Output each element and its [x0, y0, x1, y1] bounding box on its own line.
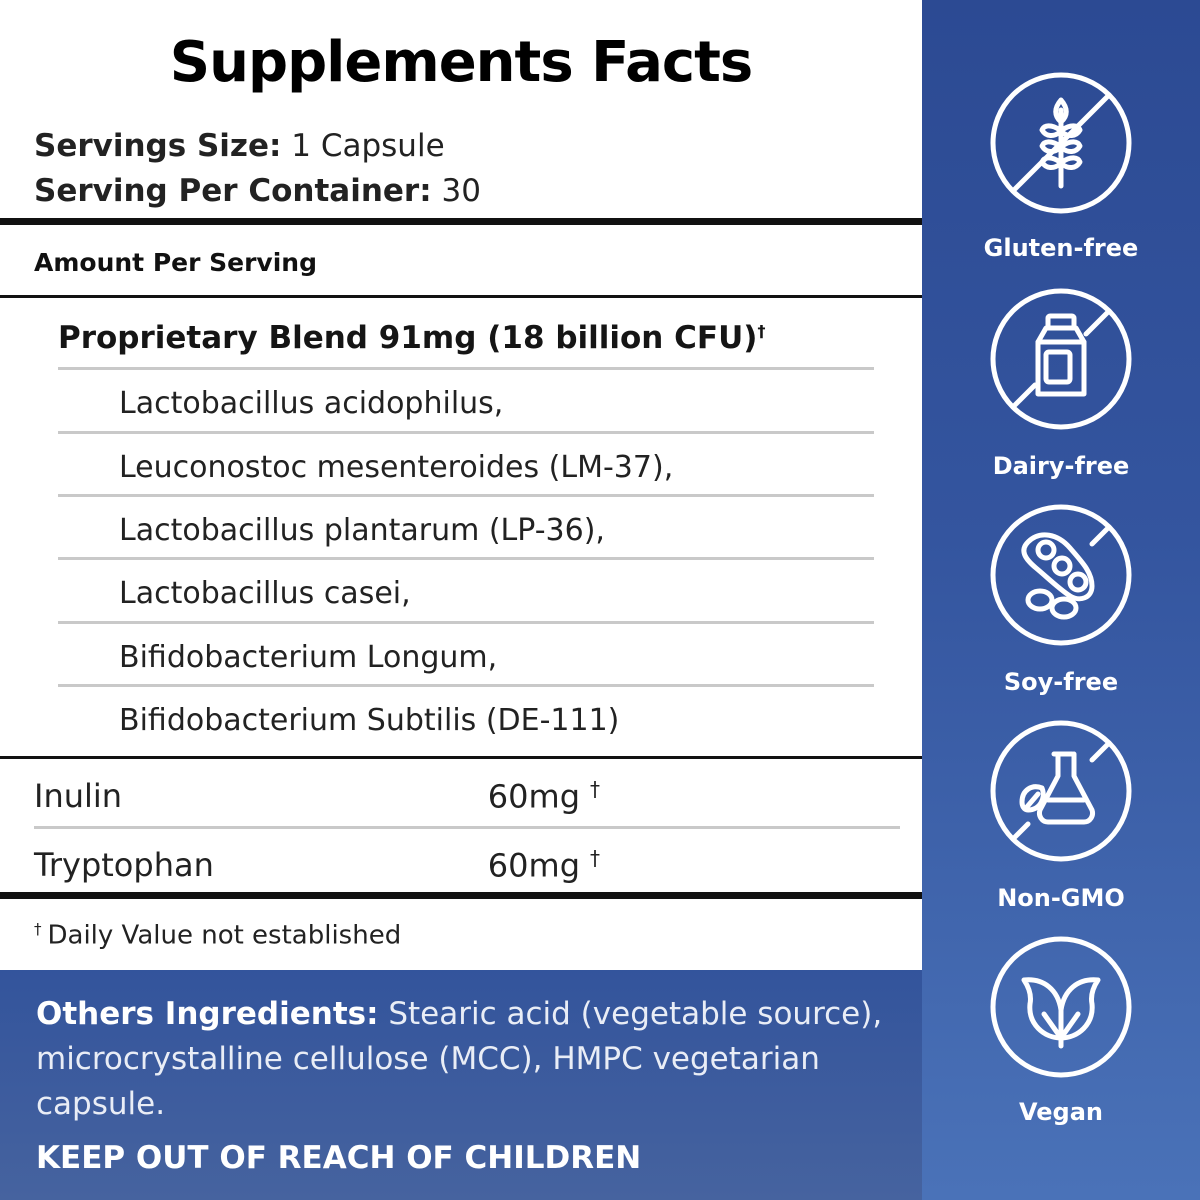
badge-label: Gluten-free: [983, 234, 1139, 262]
servings-per-container-value: 30: [431, 173, 481, 209]
leaf-icon: [988, 934, 1134, 1080]
strain-item: Lactobacillus acidophilus,: [119, 386, 504, 421]
strain-item: Bifidobacterium Longum,: [119, 640, 498, 675]
footnote-text: Daily Value not established: [47, 920, 402, 951]
dagger-mark: †: [590, 846, 600, 870]
ingredient-name: Tryptophan: [34, 846, 214, 884]
divider-thin: [34, 826, 900, 829]
wheat-icon: [988, 70, 1134, 216]
servings-per-container: [34, 173, 481, 209]
ingredient-name: Inulin: [34, 777, 123, 815]
dietary-badges-sidebar: [922, 0, 1200, 1200]
serving-size-label: Servings Size:: [34, 128, 282, 164]
other-ingredients-label: Others Ingredients:: [36, 996, 379, 1032]
serving-size: [34, 128, 445, 164]
divider-thick: [0, 218, 922, 225]
proprietary-blend: [58, 320, 765, 356]
ingredient-amount: [488, 846, 600, 885]
milk-carton-icon: [988, 286, 1134, 432]
footnote: [34, 920, 401, 951]
dagger-mark: †: [757, 321, 766, 341]
badge-label: Soy-free: [1003, 668, 1119, 696]
divider-thin: [58, 367, 874, 370]
divider-thin: [58, 684, 874, 687]
ingredient-amount: [488, 777, 600, 816]
divider-thin: [58, 431, 874, 434]
divider-thin: [58, 621, 874, 624]
badge-label: Non-GMO: [997, 884, 1125, 912]
page-title: Supplements Facts: [169, 30, 753, 95]
dagger-mark: †: [590, 777, 600, 801]
divider: [0, 756, 922, 759]
strain-item: Lactobacillus plantarum (LP-36),: [119, 513, 605, 548]
divider: [0, 295, 922, 298]
strain-item: Lactobacillus casei,: [119, 576, 411, 611]
badge-label: Vegan: [1019, 1098, 1103, 1126]
strain-item: Leuconostoc mesenteroides (LM-37),: [119, 450, 674, 485]
amount-per-serving-header: Amount Per Serving: [34, 248, 317, 277]
soybean-icon: [988, 502, 1134, 648]
servings-per-container-label: Serving Per Container:: [34, 173, 432, 209]
flask-leaf-icon: [988, 718, 1134, 864]
ingredient-amount-value: 60mg: [487, 777, 580, 816]
other-ingredients: [36, 992, 886, 1127]
serving-size-value: 1 Capsule: [281, 128, 445, 164]
ingredient-amount-value: 60mg: [487, 846, 580, 885]
divider-thin: [58, 557, 874, 560]
divider-thick: [0, 892, 922, 899]
divider-thin: [58, 494, 874, 497]
other-ingredients-text: Stearic acid (vegetable source), microcrystalline cellulose (MCC), HMPC vegetarian capsule.: [36, 996, 883, 1122]
badge-label: Dairy-free: [992, 452, 1130, 480]
other-ingredients-section: [0, 970, 922, 1200]
warning-text: KEEP OUT OF REACH OF CHILDREN: [36, 1140, 642, 1176]
dagger-mark: †: [34, 920, 42, 938]
proprietary-blend-label: Proprietary Blend 91mg (18 billion CFU): [58, 320, 758, 356]
strain-item: Bifidobacterium Subtilis (DE-111): [119, 703, 620, 738]
